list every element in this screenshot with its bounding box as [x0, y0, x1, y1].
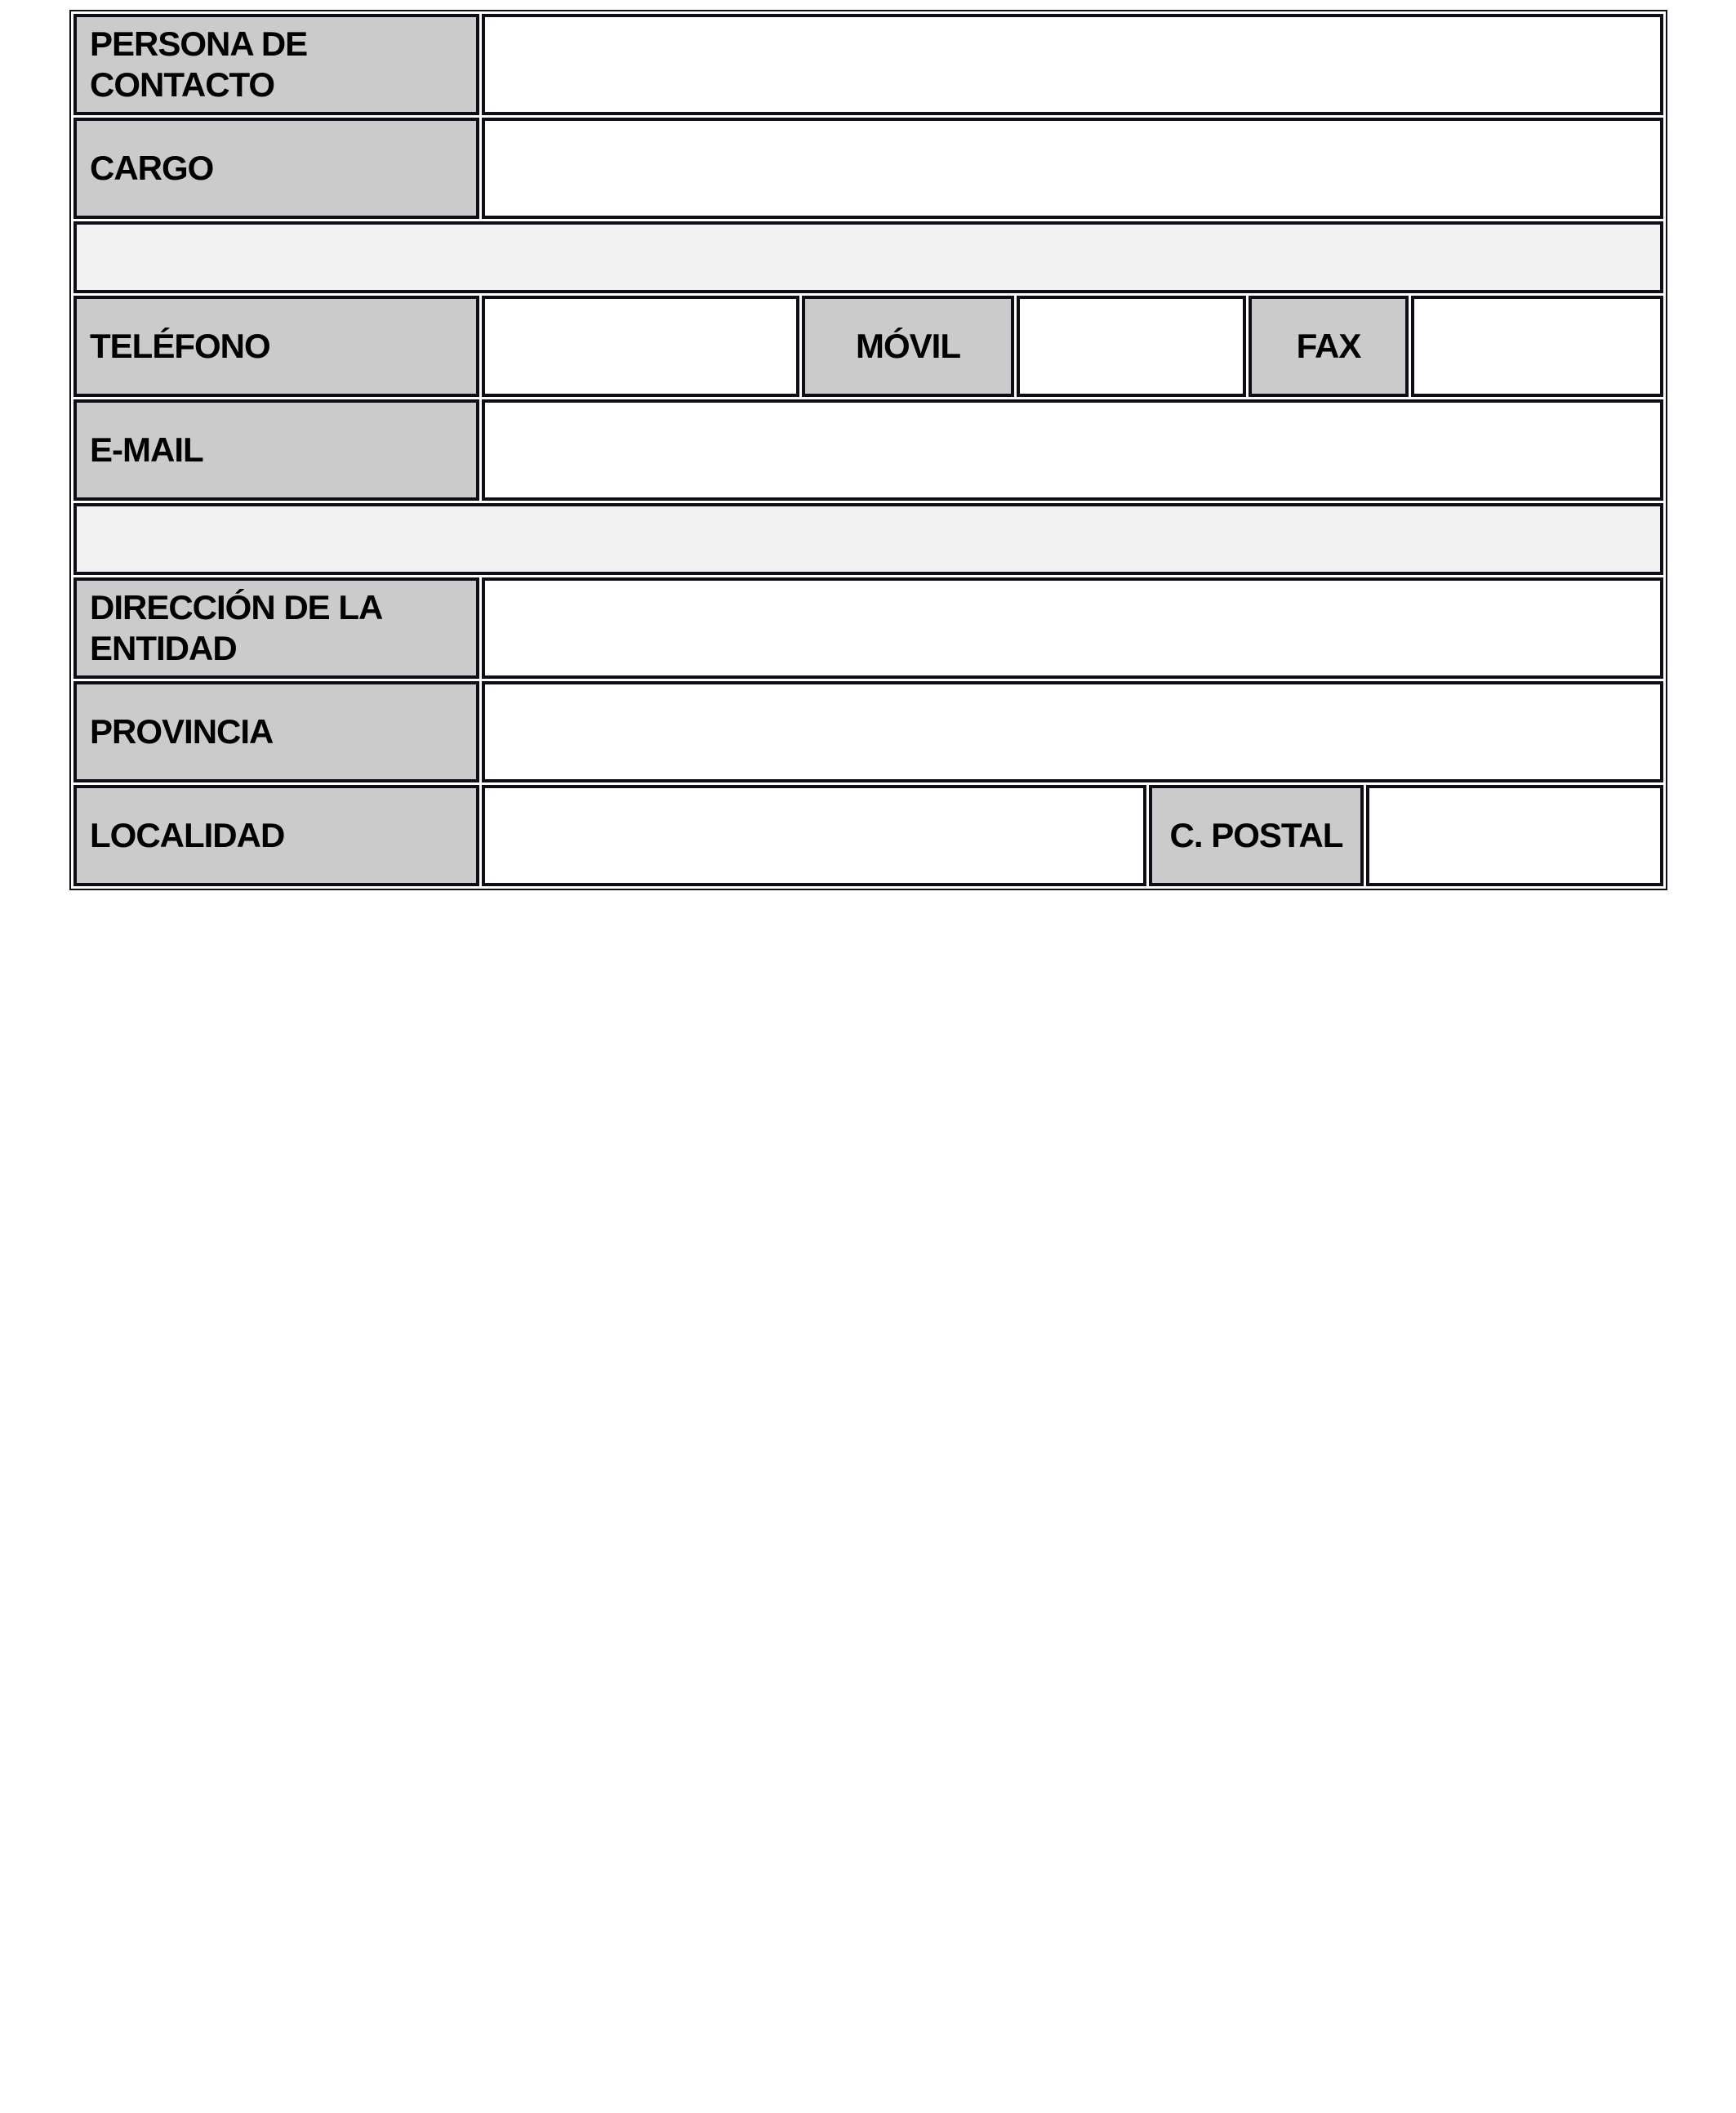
provincia-input[interactable] — [482, 681, 1663, 782]
telefono-input[interactable] — [482, 296, 799, 397]
row-email — [73, 399, 1663, 501]
movil-input[interactable] — [1017, 296, 1246, 397]
row-persona-de-contacto — [73, 14, 1663, 115]
row-provincia — [73, 681, 1663, 782]
spacer-cell-2 — [73, 503, 1663, 575]
codigo-postal-label: C. POSTAL — [1149, 785, 1364, 886]
row-direccion-entidad — [73, 577, 1663, 679]
row-localidad-cpostal — [73, 785, 1663, 886]
email-input[interactable] — [482, 399, 1663, 501]
movil-label: MÓVIL — [802, 296, 1014, 397]
row-cargo — [73, 118, 1663, 219]
cargo-label: CARGO — [73, 118, 479, 219]
localidad-label: LOCALIDAD — [73, 785, 479, 886]
fax-label: FAX — [1249, 296, 1409, 397]
contact-form-table — [69, 10, 1667, 890]
codigo-postal-input[interactable] — [1366, 785, 1663, 886]
persona-de-contacto-input[interactable] — [482, 14, 1663, 115]
email-label: E-MAIL — [73, 399, 479, 501]
fax-input[interactable] — [1411, 296, 1663, 397]
persona-de-contacto-label: PERSONA DE CONTACTO — [73, 14, 479, 115]
direccion-entidad-input[interactable] — [482, 577, 1663, 679]
localidad-input[interactable] — [482, 785, 1146, 886]
row-spacer-1 — [73, 221, 1663, 293]
cargo-input[interactable] — [482, 118, 1663, 219]
spacer-cell-1 — [73, 221, 1663, 293]
provincia-label: PROVINCIA — [73, 681, 479, 782]
row-spacer-2 — [73, 503, 1663, 575]
direccion-entidad-label: DIRECCIÓN DE LA ENTIDAD — [73, 577, 479, 679]
row-telefono-movil-fax — [73, 296, 1663, 397]
telefono-label: TELÉFONO — [73, 296, 479, 397]
